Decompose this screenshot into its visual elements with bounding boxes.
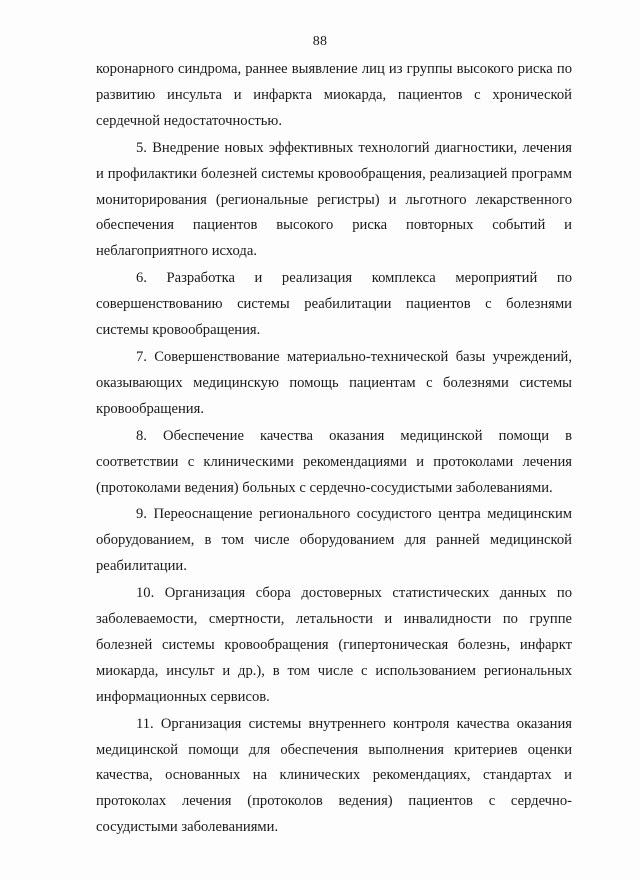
paragraph-item-9: 9. Переоснащение регионального сосудистого центра медицинским оборудованием, в том числе оборудованием для ранней медицинской реабилитации. [96, 506, 572, 575]
paragraph-item-8: 8. Обеспечение качества оказания медицинской помощи в соответствии с клиническими рекомендациями и протоколами лечения (протоколами ведения) больных с сердечно-сосудистыми заболеваниями. [96, 427, 572, 496]
page-number: 88 [312, 34, 328, 49]
paragraph-item-10: 10. Организация сбора достоверных статистических данных по заболеваемости, смертности, летальности и инвалидности по группе болезней системы кровообращения (гипертоническая болезнь, инфаркт миокарда, инсульт и др.), в том числе с использованием региональных информационных сервисов. [96, 585, 572, 705]
paragraph-item-11: 11. Организация системы внутреннего контроля качества оказания медицинской помощи для обеспечения выполнения критериев оценки качества, основанных на клинических рекомендациях, стандартах и протоколах лечения (протоколов ведения) пациентов с сердечно-сосудистыми заболеваниями. [96, 715, 572, 836]
document-body [96, 57, 572, 842]
paragraph-item-7: 7. Совершенствование материально-технической базы учреждений, оказывающих медицинскую помощь пациентам с болезнями системы кровообращения. [96, 348, 572, 417]
paragraph-item-6: 6. Разработка и реализация комплекса мероприятий по совершенствованию системы реабилитации пациентов с болезнями системы кровообращения. [96, 270, 572, 339]
paragraph-continuation: коронарного синдрома, раннее выявление лиц из группы высокого риска по развитию инсульта и инфаркта миокарда, пациентов с хронической сердечной недостаточностью. [96, 61, 572, 129]
paragraph-item-5: 5. Внедрение новых эффективных технологий диагностики, лечения и профилактики болезней системы кровообращения, реализацией программ мониторирования (региональные регистры) и льготного лекарственного обеспечения пациентов высокого риска повторных событий и неблагоприятного исхода. [96, 139, 572, 260]
